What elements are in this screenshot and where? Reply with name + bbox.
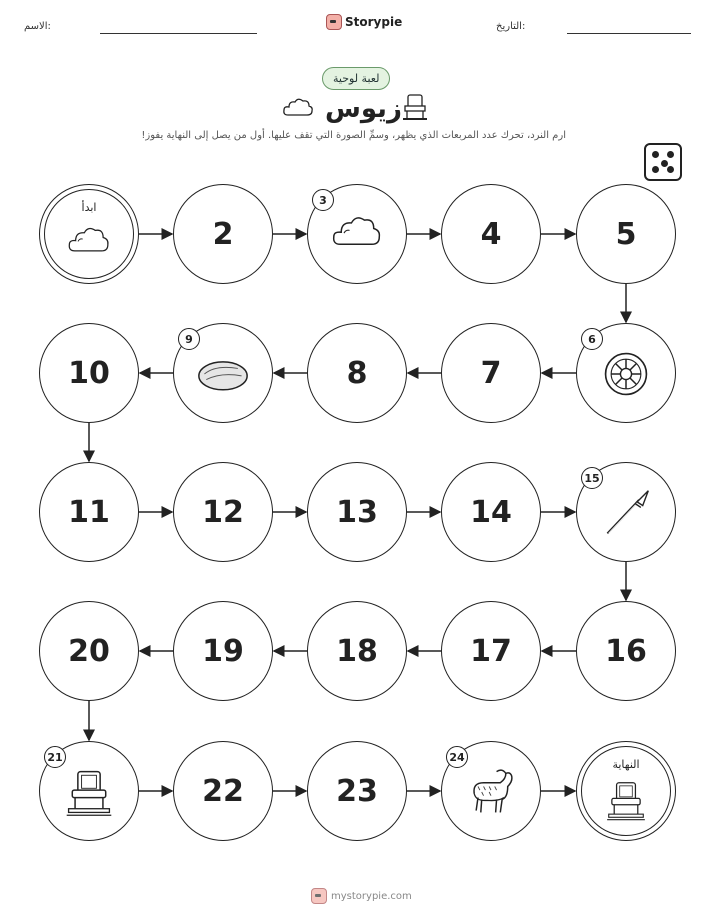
brand-name: Storypie <box>345 15 403 29</box>
space-number: 17 <box>470 633 512 669</box>
finish-space <box>576 741 676 841</box>
space-number: 8 <box>346 355 368 391</box>
throne-icon <box>63 766 115 818</box>
date-line <box>567 33 691 34</box>
space-number: 13 <box>336 494 378 530</box>
cloud-icon <box>331 209 383 261</box>
start-label: ابدأ <box>81 201 97 214</box>
space-number-badge: 21 <box>44 746 66 768</box>
board-space-20 <box>39 601 139 701</box>
space-number: 10 <box>68 355 110 391</box>
space-number: 4 <box>480 216 502 252</box>
board-space-19 <box>173 601 273 701</box>
board-space-8 <box>307 323 407 423</box>
board-space-16 <box>576 601 676 701</box>
board-space-9 <box>173 323 273 423</box>
mascot-icon <box>311 888 327 904</box>
board-space-15 <box>576 462 676 562</box>
start-space <box>39 184 139 284</box>
board-space-17 <box>441 601 541 701</box>
wheel-icon <box>600 348 652 400</box>
instructions: ارم النرد، تحرك عدد المربعات الذي يظهر، وسمِّ الصورة التي تقف عليها. أول من يصل إلى النهاية يفوز! <box>141 130 566 141</box>
board-space-4 <box>441 184 541 284</box>
cloud-icon <box>67 221 111 265</box>
board-space-13 <box>307 462 407 562</box>
board-space-2 <box>173 184 273 284</box>
board-space-10 <box>39 323 139 423</box>
space-number-badge: 3 <box>312 189 334 211</box>
footer-url: mystorypie.com <box>331 890 412 902</box>
space-number: 20 <box>68 633 110 669</box>
board-space-5 <box>576 184 676 284</box>
board-space-22 <box>173 741 273 841</box>
board-space-7 <box>441 323 541 423</box>
board-space-18 <box>307 601 407 701</box>
board-space-23 <box>307 741 407 841</box>
space-number: 7 <box>480 355 502 391</box>
game-type-badge: لعبة لوحية <box>322 67 390 90</box>
space-number: 11 <box>68 494 110 530</box>
space-number-badge: 9 <box>178 328 200 350</box>
name-line <box>100 33 257 34</box>
space-number-badge: 6 <box>581 328 603 350</box>
date-label: التاريخ: <box>496 21 526 32</box>
cloud-icon <box>282 95 314 119</box>
space-number: 23 <box>336 773 378 809</box>
space-number-badge: 24 <box>446 746 468 768</box>
throne-icon <box>604 778 648 822</box>
stone-icon <box>197 348 249 400</box>
space-number: 19 <box>202 633 244 669</box>
space-number: 5 <box>615 216 637 252</box>
space-number: 22 <box>202 773 244 809</box>
footer <box>311 888 412 904</box>
board-space-21 <box>39 741 139 841</box>
board-space-24 <box>441 741 541 841</box>
brand-logo <box>326 14 402 30</box>
board-space-12 <box>173 462 273 562</box>
space-number: 12 <box>202 494 244 530</box>
goat-icon <box>465 766 517 818</box>
space-number: 18 <box>336 633 378 669</box>
board-space-3 <box>307 184 407 284</box>
board-space-14 <box>441 462 541 562</box>
space-number: 14 <box>470 494 512 530</box>
throne-icon <box>400 92 430 122</box>
space-number: 16 <box>605 633 647 669</box>
space-number-badge: 15 <box>581 467 603 489</box>
page-title: زيوس <box>325 94 402 124</box>
space-number: 2 <box>212 216 234 252</box>
board-space-11 <box>39 462 139 562</box>
board-space-6 <box>576 323 676 423</box>
spear-icon <box>600 487 652 539</box>
dice-icon <box>644 143 682 181</box>
name-label: الاسم: <box>24 21 51 32</box>
mascot-icon <box>326 14 342 30</box>
finish-label: النهاية <box>612 758 640 771</box>
